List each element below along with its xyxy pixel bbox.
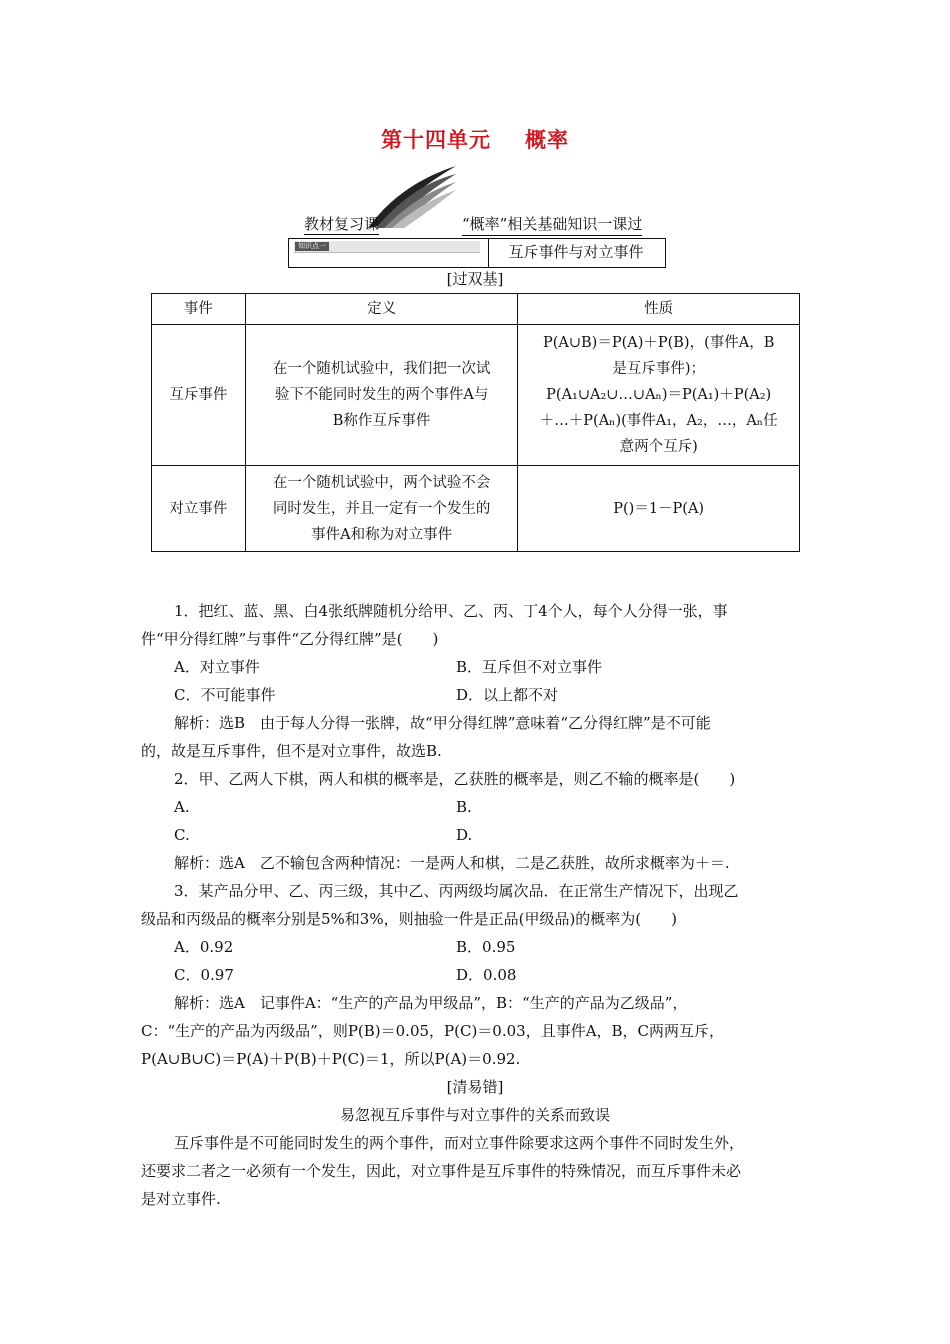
- course-type-label: 教材复习课: [304, 215, 380, 233]
- question-3-analysis: 解析：选A 记事件A：“生产的产品为甲级品”，B：“生产的产品为乙级品”，: [174, 994, 688, 1012]
- header-definition: 定义: [245, 294, 518, 325]
- section-heading-errors: [清易错]: [446, 1078, 504, 1096]
- table-row: [152, 466, 800, 552]
- question-3-analysis: C：“生产的产品为丙级品”，则P(B)＝0.05，P(C)＝0.03，且事件A，B，C两两互斥，: [141, 1022, 725, 1040]
- question-1-stem: 1．把红、蓝、黑、白4张纸牌随机分给甲、乙、丙、丁4个人，每个人分得一张，事: [174, 602, 728, 620]
- question-3-option-c: C．0.97: [174, 966, 234, 984]
- question-1-analysis: 解析：选B 由于每人分得一张牌，故“甲分得红牌”意味着“乙分得红牌”是不可能: [174, 714, 711, 732]
- error-explanation: 是对立事件.: [141, 1190, 221, 1208]
- unit-title-number: 第十四单元: [381, 128, 491, 152]
- definition-cell: 在一个随机试验中，我们把一次试 验下不能同时发生的两个事件A与 B称作互斥事件: [245, 325, 518, 466]
- question-1-option-d: D．以上都不对: [456, 686, 559, 704]
- question-2-option-a: A.: [174, 798, 190, 816]
- question-2-option-c: C.: [174, 826, 190, 844]
- question-1-option-b: B．互斥但不对立事件: [456, 658, 603, 676]
- knowledge-point-tag: 知识点一: [294, 241, 480, 253]
- question-3-analysis: P(A∪B∪C)＝P(A)＋P(B)＋P(C)＝1，所以P(A)＝0.92.: [141, 1050, 521, 1068]
- question-1-analysis: 的，故是互斥事件，但不是对立事件，故选B.: [141, 742, 442, 760]
- question-2-stem: 2．甲、乙两人下棋，两人和棋的概率是，乙获胜的概率是，则乙不输的概率是( ): [174, 770, 736, 788]
- question-2-option-b: B.: [456, 798, 472, 816]
- section-heading-basics: [过双基]: [446, 270, 504, 288]
- error-topic-title: 易忽视互斥事件与对立事件的关系而致误: [339, 1106, 610, 1124]
- knowledge-point-title: 互斥事件与对立事件: [508, 243, 644, 261]
- question-2-option-d: D.: [456, 826, 473, 844]
- unit-title-topic: 概率: [525, 128, 569, 152]
- header-event: 事件: [152, 294, 246, 325]
- property-cell: P(A∪B)＝P(A)＋P(B)，(事件A，B 是互斥事件)； P(A₁∪A₂∪…∪Aₙ)＝P(A₁)＋P(A₂) ＋…＋P(Aₙ)(事件A₁，A₂，…，Aₙ任 意两个互斥): [518, 325, 800, 466]
- question-1-option-c: C．不可能事件: [174, 686, 276, 704]
- header-property: 性质: [518, 294, 800, 325]
- table-row: [152, 325, 800, 466]
- unit-title: [0, 124, 950, 154]
- event-name-mutually-exclusive: 互斥事件: [152, 325, 246, 466]
- question-3-stem: 3．某产品分甲、乙、丙三级，其中乙、丙两级均属次品．在正常生产情况下，出现乙: [174, 882, 739, 900]
- definition-cell: 在一个随机试验中，两个试验不会 同时发生，并且一定有一个发生的 事件A和称为对立事件: [245, 466, 518, 552]
- question-3-option-d: D．0.08: [456, 966, 517, 984]
- question-2-analysis: 解析：选A 乙不输包含两种情况：一是两人和棋，二是乙获胜，故所求概率为＋＝.: [174, 854, 730, 872]
- question-1-stem: 件“甲分得红牌”与事件“乙分得红牌”是( ): [141, 630, 439, 648]
- question-3-option-b: B．0.95: [456, 938, 516, 956]
- question-3-option-a: A．0.92: [174, 938, 234, 956]
- error-explanation: 还要求二者之一必须有一个发生，因此，对立事件是互斥事件的特殊情况，而互斥事件未必: [141, 1162, 742, 1180]
- course-subtitle: “概率”相关基础知识一课过: [462, 213, 642, 236]
- question-1-option-a: A．对立事件: [174, 658, 260, 676]
- event-name-complementary: 对立事件: [152, 466, 246, 552]
- error-explanation: 互斥事件是不可能同时发生的两个事件，而对立事件除要求这两个事件不同时发生外，: [174, 1134, 745, 1152]
- property-cell: P()＝1－P(A): [518, 466, 800, 552]
- question-3-stem: 级品和丙级品的概率分别是5%和3%，则抽验一件是正品(甲级品)的概率为( ): [141, 910, 678, 928]
- table-header-row: [152, 294, 800, 325]
- definition-table: [151, 293, 800, 552]
